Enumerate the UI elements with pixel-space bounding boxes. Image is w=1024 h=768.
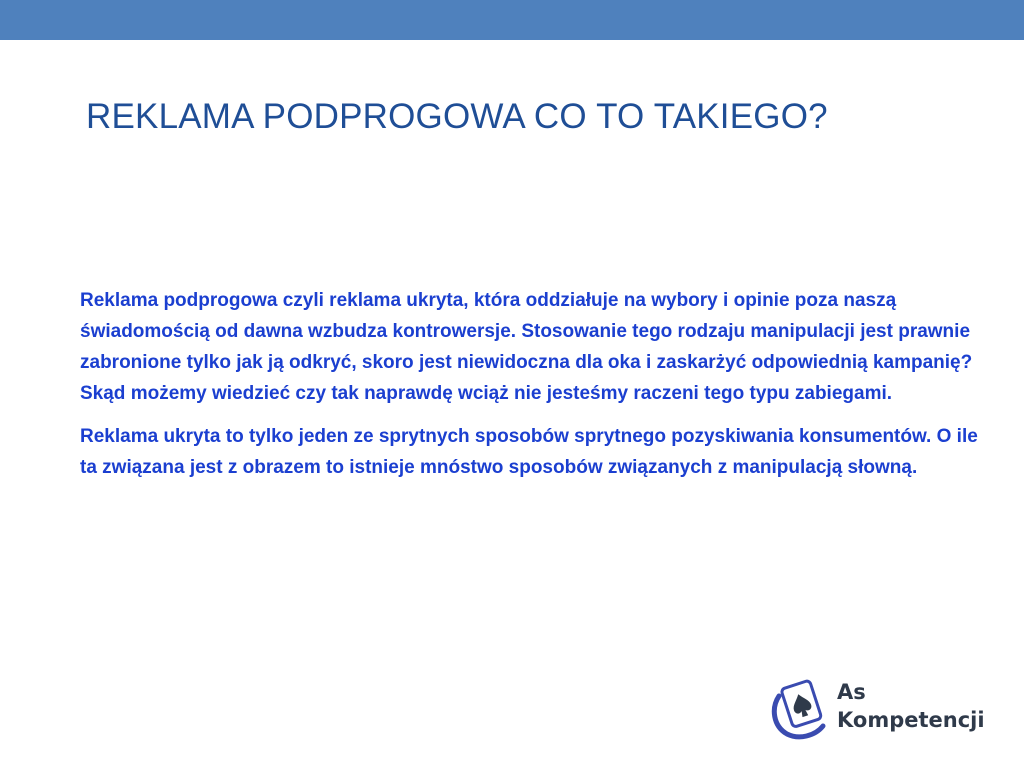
slide-title: REKLAMA PODPROGOWA CO TO TAKIEGO? [86,97,828,136]
spade-card-icon [769,674,831,740]
logo-line-2: Kompetencji [837,708,985,732]
as-kompetencji-logo [769,674,999,744]
logo-line-1: As [837,680,866,704]
logo-text [837,678,985,734]
slide-body [80,285,980,495]
top-accent-bar [0,0,1024,40]
paragraph-2: Reklama ukryta to tylko jeden ze sprytnych sposobów sprytnego pozyskiwania konsumentów. O ile ta związana jest z obrazem to istnieje mnóstwo sposobów związanych z manipulacją słowną. [80,426,978,478]
paragraph-1: Reklama podprogowa czyli reklama ukryta, która oddziałuje na wybory i opinie poza naszą świadomością od dawna wzbudza kontrowersje. Stosowanie tego rodzaju manipulacji jest prawnie zabronione tylko jak ją odkryć, skoro jest niewidoczna dla oka i zaskarżyć odpowiednią kampanię? Skąd możemy wiedzieć czy tak naprawdę wciąż nie jesteśmy raczeni tego typu zabiegami. [80,290,973,404]
